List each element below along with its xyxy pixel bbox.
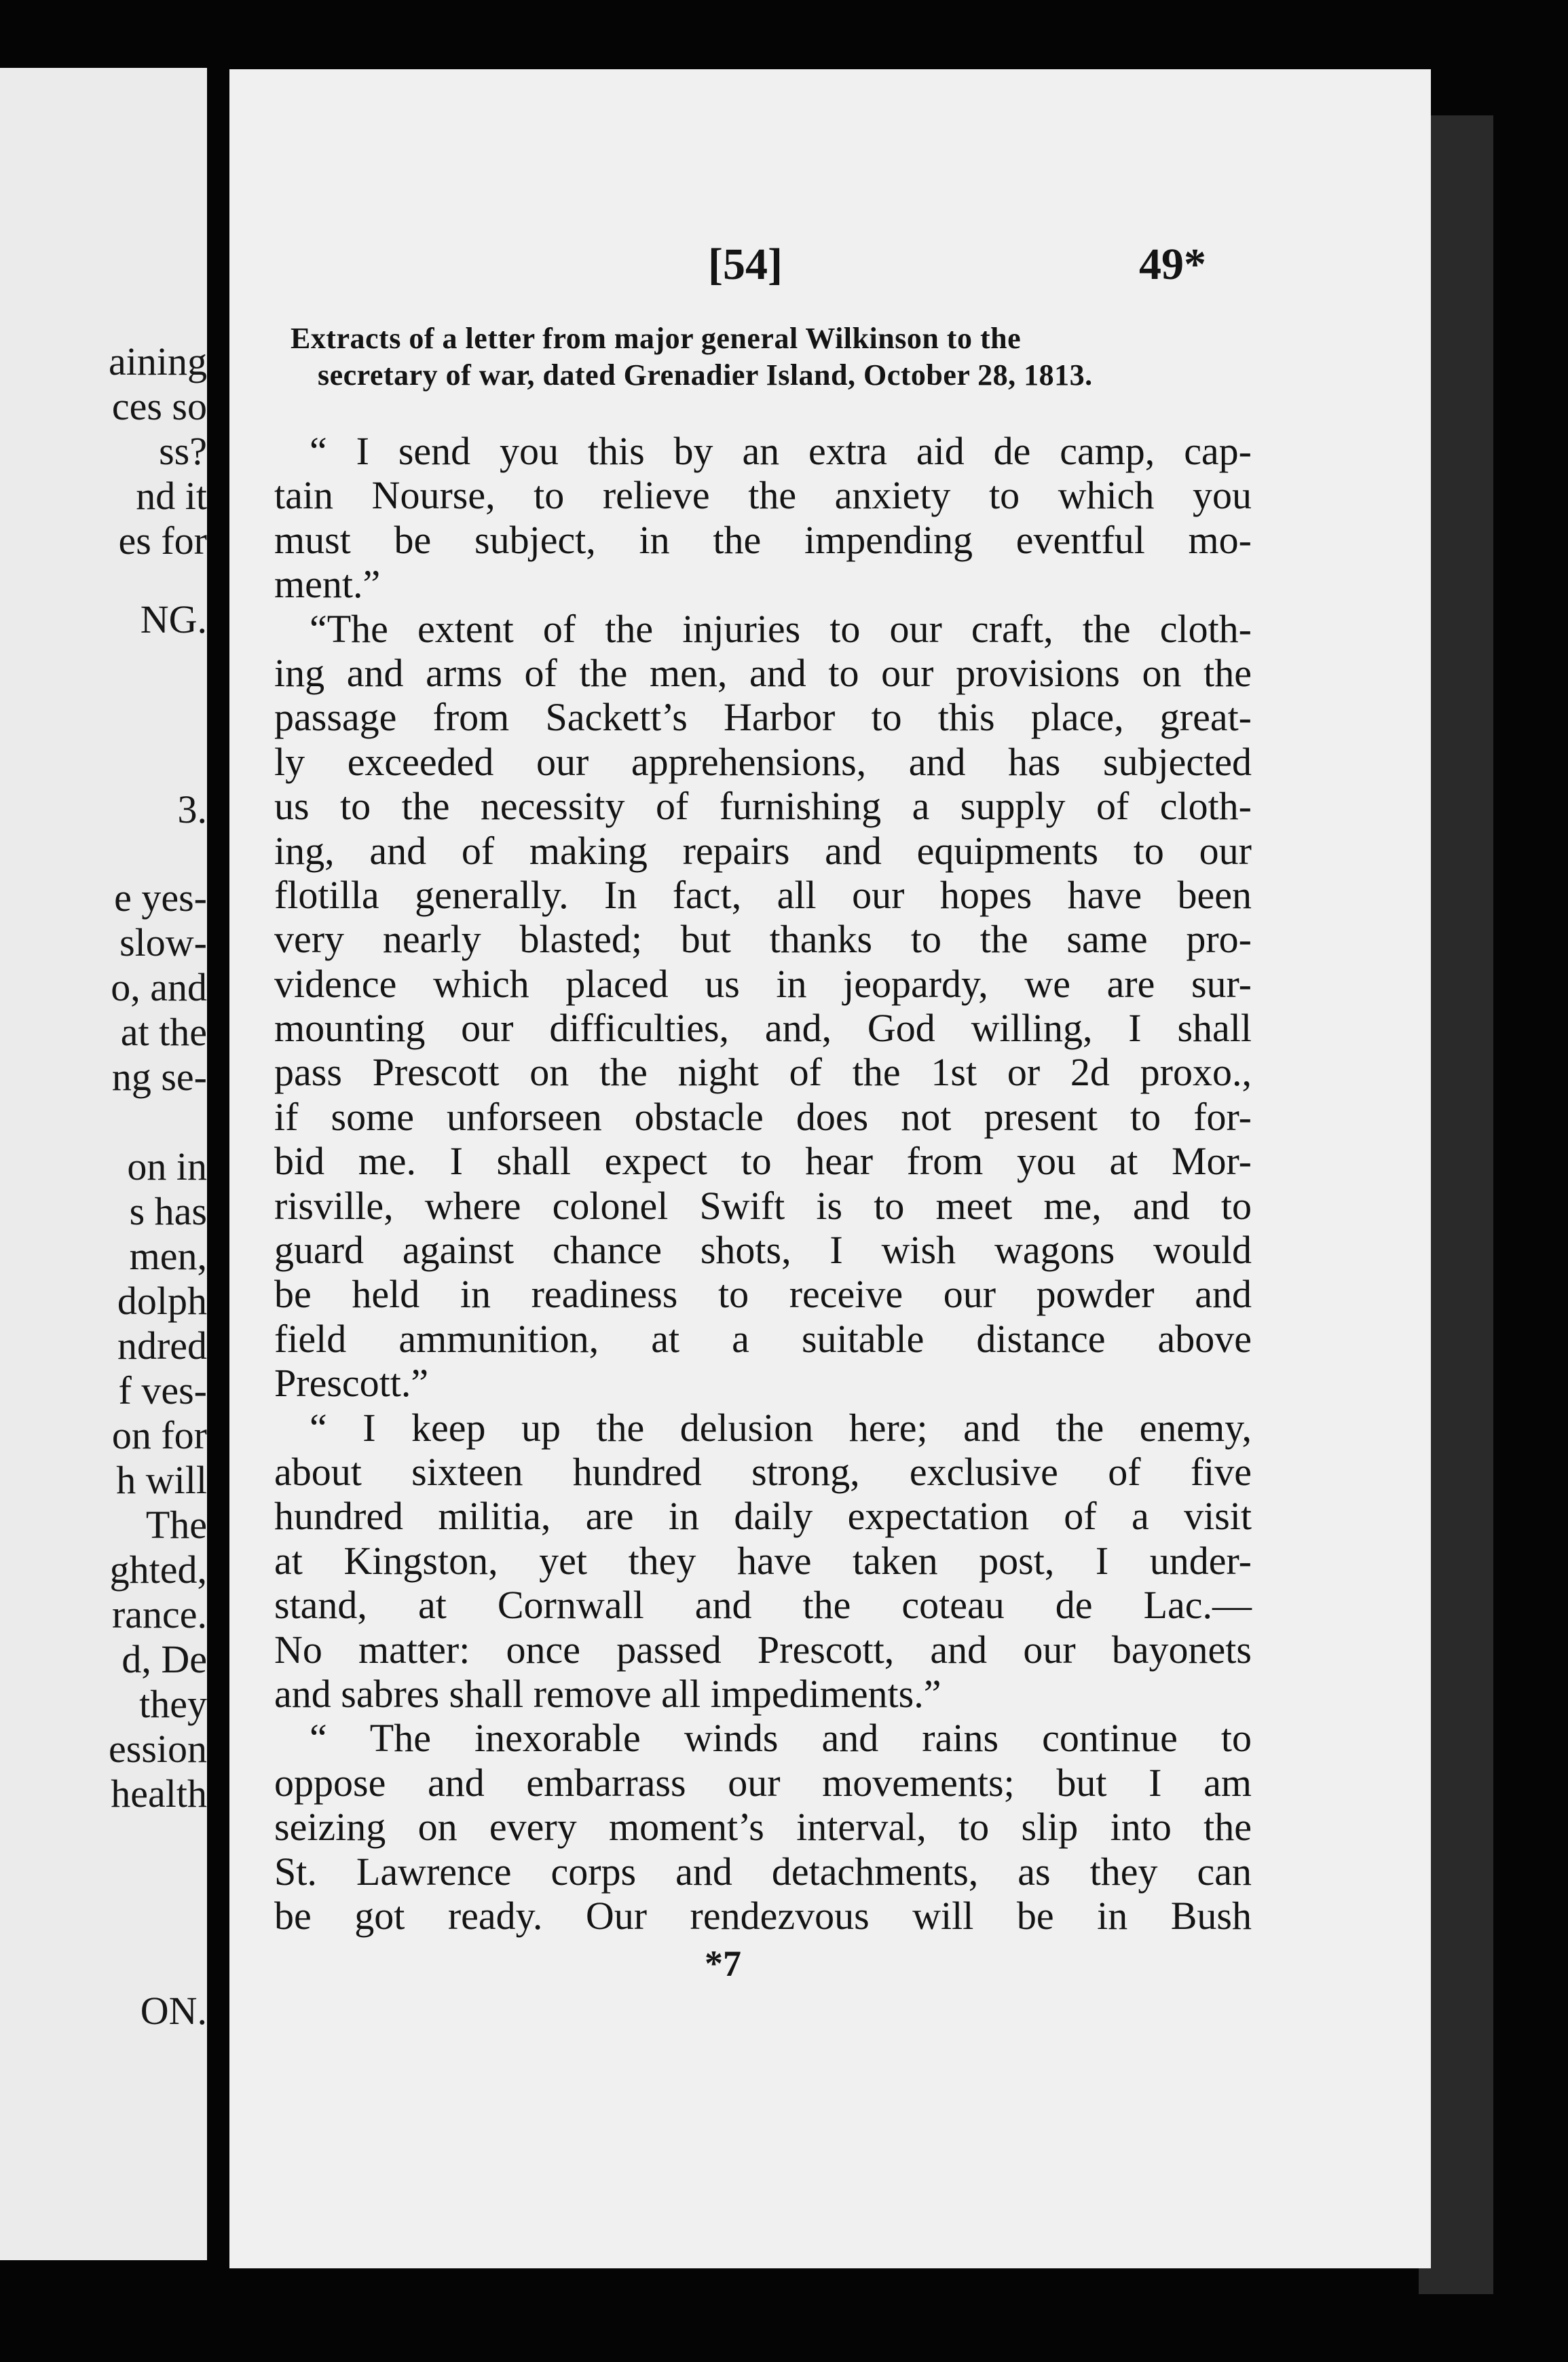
left-fragment: slow- (119, 920, 207, 964)
left-fragment: h will (116, 1458, 207, 1502)
text-line: oppose and embarrass our movements; but I am (274, 1760, 1252, 1805)
left-fragment: The (145, 1503, 207, 1547)
text-line: very nearly blasted; but thanks to the same pro- (274, 917, 1252, 962)
text-line: about sixteen hundred strong, exclusive of five (274, 1449, 1252, 1494)
left-fragment: men, (129, 1234, 207, 1278)
text-line: “The extent of the injuries to our craft, the cloth- (310, 606, 1252, 651)
text-line: flotilla generally. In fact, all our hopes have been (274, 872, 1252, 917)
left-fragment: ndred (117, 1324, 207, 1368)
left-fragment: ng se- (111, 1055, 207, 1099)
left-fragment: e yes- (114, 876, 207, 920)
text-line: vidence which placed us in jeopardy, we are sur- (274, 961, 1252, 1006)
text-line: tain Nourse, to relieve the anxiety to which you (274, 473, 1252, 518)
text-line: stand, at Cornwall and the coteau de Lac.— (274, 1583, 1252, 1628)
left-fragment: on for (111, 1413, 207, 1457)
text-line: ment.” (274, 562, 381, 607)
left-fragment: ession (109, 1727, 207, 1771)
text-line: “ I send you this by an extra aid de camp, cap- (310, 429, 1252, 473)
left-fragment: ss? (159, 429, 207, 473)
letter-heading (291, 320, 1261, 394)
left-fragment: d, De (122, 1637, 207, 1681)
text-line: Prescott.” (274, 1361, 429, 1406)
text-line: pass Prescott on the night of the 1st or 2d proxo., (274, 1050, 1252, 1095)
left-fragment: dolph (117, 1279, 207, 1323)
text-line: “ The inexorable winds and rains continue to (310, 1716, 1252, 1761)
main-page (229, 69, 1431, 2268)
left-fragment: aining (109, 339, 207, 383)
text-line: hundred militia, are in daily expectation of a visit (274, 1494, 1252, 1539)
left-fragment: at the (120, 1010, 207, 1054)
text-line: ly exceeded our apprehensions, and has subjected (274, 739, 1252, 784)
text-line: bid me. I shall expect to hear from you at Mor- (274, 1139, 1252, 1184)
text-line: field ammunition, at a suitable distance above (274, 1316, 1252, 1361)
left-fragment: rance. (111, 1592, 207, 1636)
text-line: and sabres shall remove all impediments.” (274, 1671, 941, 1716)
left-fragment: nd it (136, 474, 207, 518)
text-line: be held in readiness to receive our powder and (274, 1272, 1252, 1317)
heading-line: Extracts of a letter from major general Wilkinson to the (291, 322, 1022, 355)
left-fragment: ces so (111, 384, 207, 428)
left-facing-page (0, 68, 207, 2260)
left-fragment: they (139, 1682, 207, 1726)
text-line: No matter: once passed Prescott, and our bayonets (274, 1627, 1252, 1672)
left-fragment: 3. (177, 787, 207, 831)
text-line: guard against chance shots, I wish wagons would (274, 1228, 1252, 1273)
left-fragment: ON. (140, 1989, 207, 2033)
left-fragment: f ves- (118, 1368, 207, 1412)
left-fragment: NG. (140, 597, 207, 641)
text-line: seizing on every moment’s interval, to slip into the (274, 1805, 1252, 1850)
text-line: mounting our difficulties, and, God willing, I shall (274, 1006, 1252, 1051)
left-fragment: o, and (111, 965, 207, 1009)
signature-mark: *7 (705, 1943, 741, 1984)
left-fragment: s has (129, 1189, 207, 1233)
page-header (229, 239, 1431, 307)
heading-line: secretary of war, dated Grenadier Island, October 28, 1813. (318, 358, 1093, 392)
left-fragment: health (111, 1772, 207, 1816)
text-line: must be subject, in the impending eventful mo- (274, 517, 1252, 562)
left-fragment: on in (127, 1144, 207, 1188)
text-line: ing and arms of the men, and to our provisions on the (274, 650, 1252, 695)
text-line: ing, and of making repairs and equipments to our (274, 828, 1252, 873)
page-number: 49* (1139, 240, 1206, 289)
text-line: at Kingston, yet they have taken post, I under- (274, 1538, 1252, 1583)
text-line: risville, where colonel Swift is to meet me, and to (274, 1183, 1252, 1228)
text-line: be got ready. Our rendezvous will be in Bush (274, 1893, 1252, 1938)
body-text (274, 429, 1252, 1938)
left-fragment: ghted, (109, 1548, 207, 1592)
text-line: if some unforseen obstacle does not present to for- (274, 1094, 1252, 1139)
text-line: us to the necessity of furnishing a supply of cloth- (274, 784, 1252, 829)
text-line: “ I keep up the delusion here; and the enemy, (310, 1405, 1252, 1450)
bracketed-page-number: [54] (708, 240, 783, 289)
left-fragment: es for (118, 519, 207, 563)
text-line: St. Lawrence corps and detachments, as they can (274, 1849, 1252, 1894)
text-line: passage from Sackett’s Harbor to this place, great- (274, 695, 1252, 740)
